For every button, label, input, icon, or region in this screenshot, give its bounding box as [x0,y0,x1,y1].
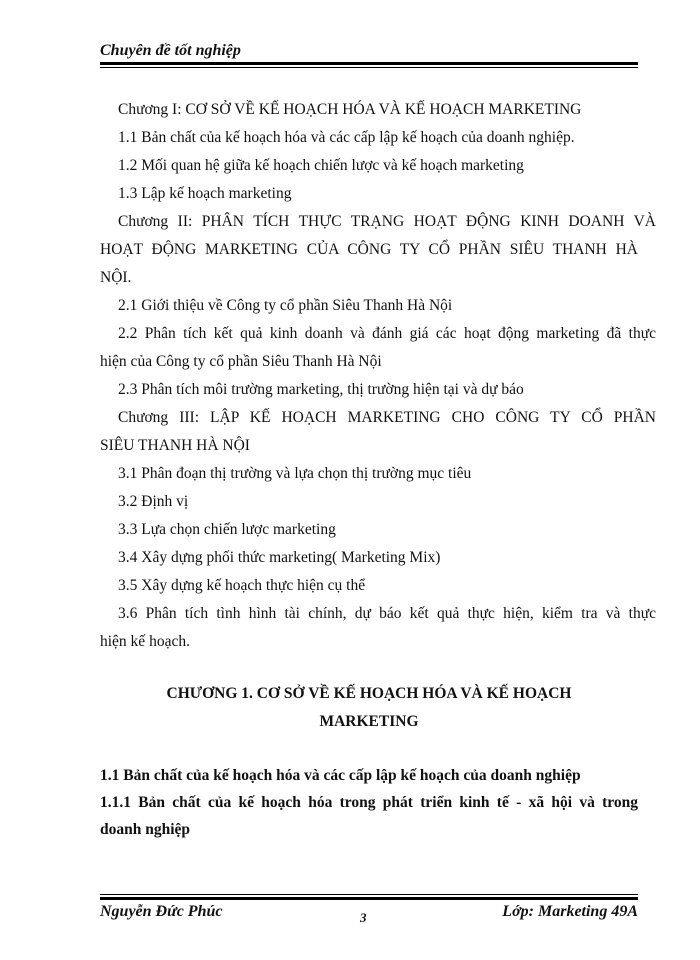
chapter-heading-line2: MARKETING [319,713,419,730]
footer-class: Lớp: Marketing 49A [502,903,638,920]
toc-chapter-1: Chương I: CƠ SỞ VỀ KẾ HOẠCH HÓA VÀ KẾ HOẠCH MARKETING [118,101,582,118]
toc-item-3-1: 3.1 Phân đoạn thị trường và lựa chọn thị trường mục tiêu [118,465,472,482]
toc-item-3-4: 3.4 Xây dựng phối thức marketing( Marketing Mix) [118,549,441,566]
toc-chapter-3-line1: Chương III: LẬP KẾ HOẠCH MARKETING CHO CÔNG TY CỔ PHẦN [118,409,656,426]
toc-item-2-3: 2.3 Phân tích môi trường marketing, thị trường hiện tại và dự báo [118,381,524,398]
toc-item-3-6-line1: 3.6 Phân tích tình hình tài chính, dự báo kết quả thực hiện, kiểm tra và thực [118,605,656,622]
toc-item-3-6-line2: hiện kế hoạch. [100,633,190,650]
toc-item-2-1: 2.1 Giới thiệu về Công ty cổ phần Siêu Thanh Hà Nội [118,297,453,314]
subsection-heading-line1: 1.1.1 Bản chất của kế hoạch hóa trong phát triển kinh tế - xã hội và trong [100,794,638,811]
toc-item-3-5: 3.5 Xây dựng kế hoạch thực hiện cụ thể [118,577,366,594]
subsection-heading-line2: doanh nghiệp [100,821,191,838]
toc-item-2-2-line2: hiện của Công ty cổ phần Siêu Thanh Hà Nội [100,353,382,370]
toc-item-3-2: 3.2 Định vị [118,493,189,510]
toc-item-3-3: 3.3 Lựa chọn chiến lược marketing [118,521,336,538]
toc-chapter-3-line2: SIÊU THANH HÀ NỘI [100,437,250,454]
toc-chapter-2-line3: NỘI. [100,269,132,286]
toc-item-1-1: 1.1 Bản chất của kế hoạch hóa và các cấp lập kế hoạch của doanh nghiệp. [118,129,575,146]
footer-author: Nguyễn Đức Phúc [100,903,223,920]
toc-item-1-3: 1.3 Lập kế hoạch marketing [118,185,292,202]
header-rule-thick [100,62,638,65]
toc-item-2-2-line1: 2.2 Phân tích kết quả kinh doanh và đánh giá các hoạt động marketing đã thực [118,325,656,342]
toc-chapter-2-line2: HOẠT ĐỘNG MARKETING CỦA CÔNG TY CỔ PHẦN SIÊU THANH HÀ [100,241,638,258]
page-number: 3 [360,910,367,925]
header-title: Chuyên đề tốt nghiệp [100,42,241,59]
toc-item-1-2: 1.2 Mối quan hệ giữa kế hoạch chiến lược và kế hoạch marketing [118,157,524,174]
header-rule-thin [100,67,638,68]
footer-rule-thin [100,894,638,895]
toc-chapter-2-line1: Chương II: PHÂN TÍCH THỰC TRẠNG HOẠT ĐỘNG KINH DOANH VÀ [118,213,656,230]
chapter-heading-line1: CHƯƠNG 1. CƠ SỞ VỀ KẾ HOẠCH HÓA VÀ KẾ HOẠCH [166,685,572,702]
footer-rule-thick [100,897,638,900]
section-heading: 1.1 Bản chất của kế hoạch hóa và các cấp lập kế hoạch của doanh nghiệp [100,767,581,784]
